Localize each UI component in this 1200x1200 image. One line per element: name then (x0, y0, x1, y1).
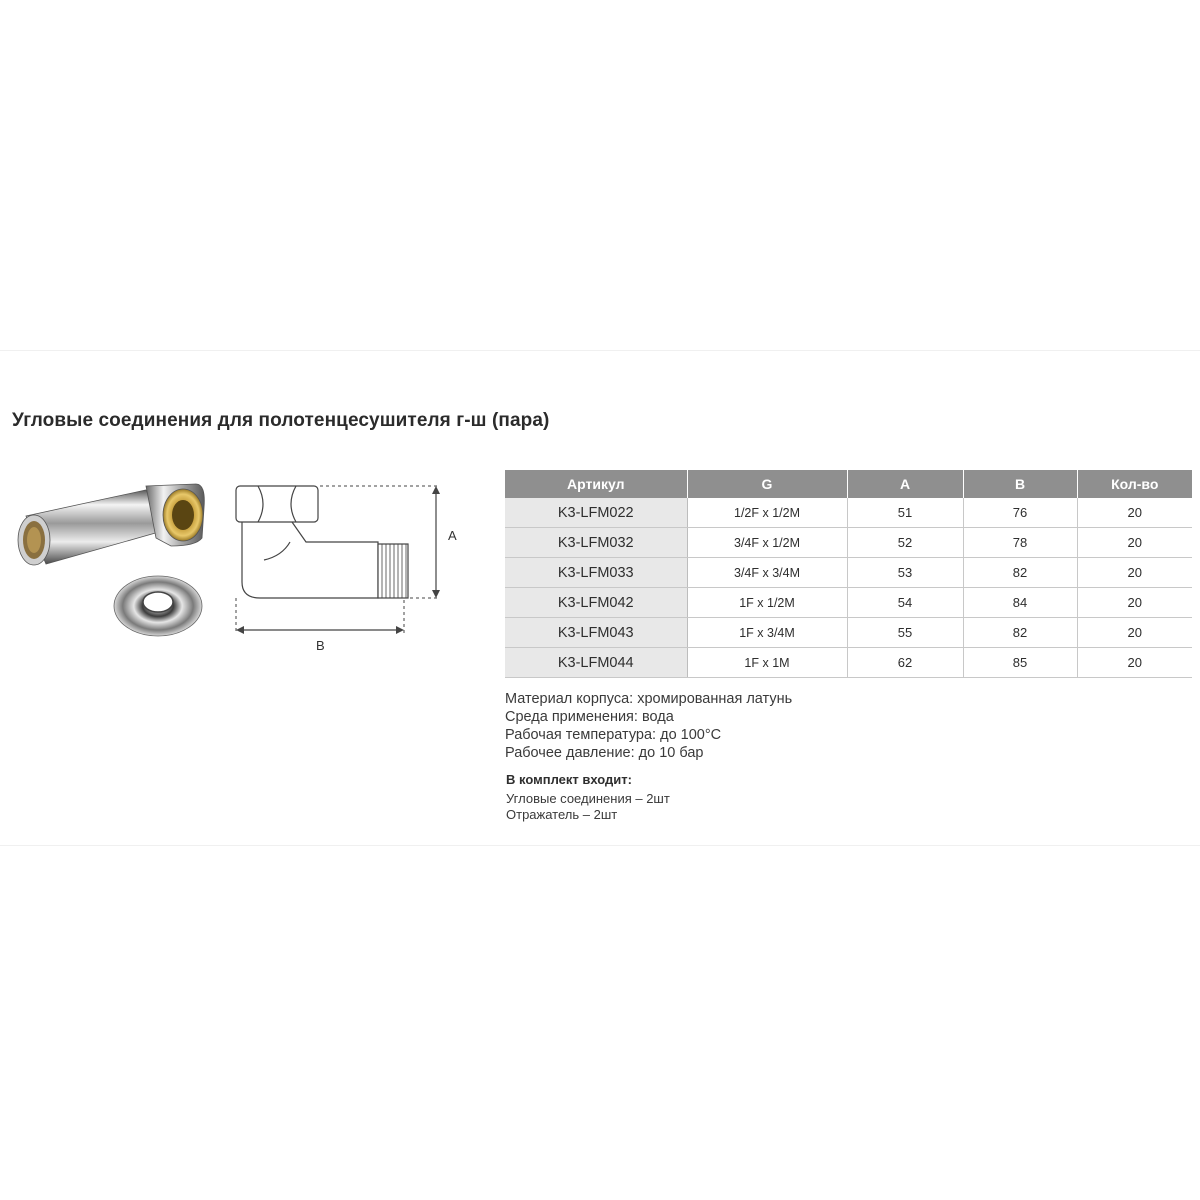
kit-item: Отражатель – 2шт (506, 807, 618, 822)
table-row (505, 618, 1192, 648)
cell-qty: 20 (1077, 558, 1192, 588)
table-row (505, 648, 1192, 678)
cell-qty: 20 (1077, 618, 1192, 648)
table-header-row (505, 470, 1192, 498)
cell-g: 1F x 1M (687, 648, 847, 678)
cell-b: 78 (963, 528, 1077, 558)
cell-article: K3-LFM033 (505, 558, 687, 588)
product-photo (6, 468, 221, 643)
cell-article: K3-LFM042 (505, 588, 687, 618)
divider-bottom (0, 845, 1200, 846)
page-title: Угловые соединения для полотенцесушителя г-ш (пара) (12, 410, 550, 431)
table-row (505, 528, 1192, 558)
cell-g: 3/4F x 3/4M (687, 558, 847, 588)
cell-a: 54 (847, 588, 963, 618)
cell-article: K3-LFM032 (505, 528, 687, 558)
cell-article: K3-LFM022 (505, 498, 687, 528)
cell-qty: 20 (1077, 498, 1192, 528)
cell-a: 55 (847, 618, 963, 648)
cell-a: 51 (847, 498, 963, 528)
col-header-article: Артикул (505, 470, 687, 498)
cell-b: 82 (963, 558, 1077, 588)
dimension-a-label: A (448, 528, 457, 543)
divider-top (0, 350, 1200, 351)
cell-b: 84 (963, 588, 1077, 618)
cell-g: 1F x 3/4M (687, 618, 847, 648)
property-temperature: Рабочая температура: до 100°С (505, 727, 722, 743)
dimension-b-label: B (316, 638, 325, 653)
property-material: Материал корпуса: хромированная латунь (505, 691, 793, 707)
technical-drawing (228, 478, 478, 658)
col-header-qty: Кол-во (1077, 470, 1192, 498)
col-header-b: B (963, 470, 1077, 498)
cell-article: K3-LFM043 (505, 618, 687, 648)
kit-title: В комплект входит: (506, 772, 632, 787)
table-row (505, 588, 1192, 618)
cell-b: 76 (963, 498, 1077, 528)
cell-g: 1F x 1/2M (687, 588, 847, 618)
cell-qty: 20 (1077, 588, 1192, 618)
col-header-g: G (687, 470, 847, 498)
property-pressure: Рабочее давление: до 10 бар (505, 745, 704, 761)
cell-qty: 20 (1077, 648, 1192, 678)
cell-a: 53 (847, 558, 963, 588)
property-medium: Среда применения: вода (505, 709, 674, 725)
cell-b: 85 (963, 648, 1077, 678)
cell-b: 82 (963, 618, 1077, 648)
cell-a: 62 (847, 648, 963, 678)
kit-item: Угловые соединения – 2шт (506, 791, 670, 806)
cell-qty: 20 (1077, 528, 1192, 558)
table-row (505, 498, 1192, 528)
kit-list (506, 791, 670, 823)
properties-list (505, 690, 792, 762)
cell-g: 3/4F x 1/2M (687, 528, 847, 558)
cell-a: 52 (847, 528, 963, 558)
spec-table (505, 470, 1192, 678)
table-row (505, 558, 1192, 588)
cell-article: K3-LFM044 (505, 648, 687, 678)
col-header-a: A (847, 470, 963, 498)
cell-g: 1/2F x 1/2M (687, 498, 847, 528)
